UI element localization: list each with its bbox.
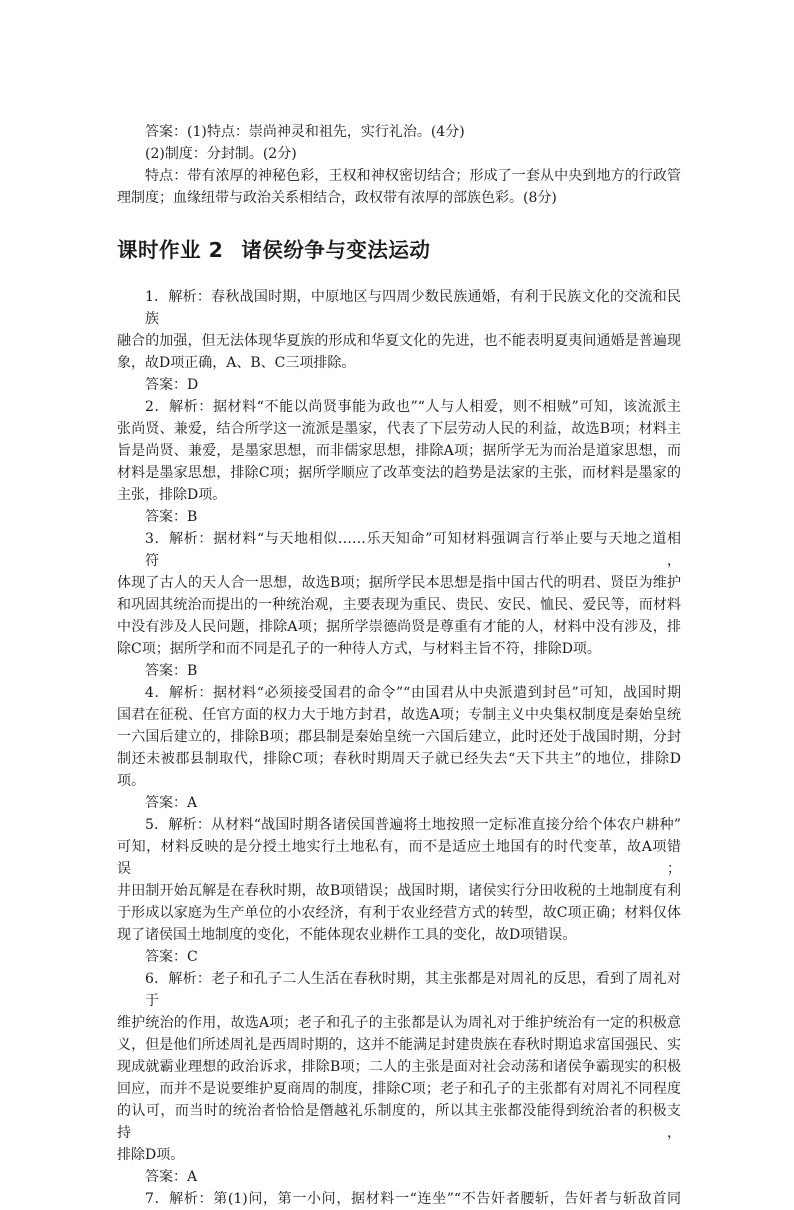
answer-item: [117, 814, 681, 968]
explanation-line: 1．解析：春秋战国时期，中原地区与四周少数民族通婚，有利于民族文化的交流和民族: [145, 289, 681, 327]
answer-line: 答案：D: [145, 377, 199, 393]
explanation-line: 中没有涉及人民问题，排除A项；据所学崇德尚贤是尊重有才能的人，材料中没有涉及，排: [117, 619, 681, 635]
explanation-line: 象，故D项正确，A、B、C三项排除。: [117, 355, 356, 371]
previous-answer-line: 答案：(1)特点：崇尚神灵和祖先，实行礼治。(4分): [145, 124, 465, 140]
explanation-line: 井田制开始瓦解是在春秋时期，故B项错误；战国时期，诸侯实行分田收税的土地制度有利: [117, 883, 681, 899]
explanation-line: 4．解析：据材料“必须接受国君的命令”“由国君从中央派遣到封邑”可知，战国时期: [145, 685, 681, 701]
explanation-line: 一六国后建立的，排除B项；郡县制是秦始皇统一六国后建立，此时还处于战国时期，分封: [117, 729, 681, 745]
explanation-line: 国君在征税、任官方面的权力大于地方封君，故选A项；专制主义中央集权制度是秦始皇统: [117, 707, 681, 723]
explanation-line: 旨是尚贤、兼爱，是墨家思想，而非儒家思想，排除A项；据所学无为而治是道家思想，而: [117, 443, 681, 459]
explanation-line: 融合的加强，但无法体现华夏族的形成和华夏文化的先进，也不能表明夏夷间通婚是普遍现: [117, 333, 681, 349]
answer-item: [117, 968, 681, 1188]
answer-item: [117, 396, 681, 528]
explanation-line: 张尚贤、兼爱，结合所学这一流派是墨家，代表了下层劳动人民的利益，故选B项；材料主: [117, 421, 681, 437]
answer-line: 答案：B: [145, 509, 198, 525]
chapter-title: 诸侯纷争与变法运动: [241, 238, 431, 262]
previous-answer-line: (2)制度：分封制。(2分): [145, 146, 297, 162]
explanation-line: 材料是墨家思想，排除C项；据所学顺应了改革变法的趋势是法家的主张，而材料是墨家的: [117, 465, 681, 481]
explanation-line: 的认可，而当时的统治者恰恰是僭越礼乐制度的，所以其主张都没能得到统治者的积极支持，: [117, 1103, 681, 1141]
answer-item: [117, 1188, 681, 1210]
answer-item: [117, 286, 681, 396]
explanation-line: 维护统治的作用，故选A项；老子和孔子的主张都是认为周礼对于维护统治有一定的积极意: [117, 1015, 681, 1031]
previous-answer-line: 理制度；血缘纽带与政治关系相结合，政权带有浓厚的部族色彩。(8分): [117, 190, 557, 206]
explanation-line: 回应，而并不是说要维护夏商周的制度，排除C项；老子和孔子的主张都有对周礼不同程度: [117, 1081, 681, 1097]
explanation-line: 7．解析：第(1)问，第一小问，据材料一“连坐”“不告奸者腰斩，告奸者与斩敌首同: [145, 1191, 681, 1207]
explanation-line: 于形成以家庭为生产单位的小农经济，有利于农业经营方式的转型，故C项正确；材料仅体: [117, 905, 681, 921]
explanation-line: 主张，排除D项。: [117, 487, 227, 503]
explanation-line: 体现了古人的天人合一思想，故选B项；据所学民本思想是指中国古代的明君、贤臣为维护: [117, 575, 681, 591]
explanation-line: 排除D项。: [117, 1147, 185, 1163]
explanation-line: 3．解析：据材料“与天地相似……乐天知命”可知材料强调言行举止要与天地之道相符，: [145, 531, 681, 569]
explanation-line: 项。: [117, 773, 145, 789]
answer-line: 答案：A: [145, 795, 198, 811]
explanation-line: 除C项；据所学和而不同是孔子的一种待人方式，与材料主旨不符，排除D项。: [117, 641, 601, 657]
explanation-line: 5．解析：从材料“战国时期各诸侯国普遍将土地按照一定标准直接分给个体农户耕种”: [145, 817, 681, 833]
answer-item: [117, 528, 681, 682]
answer-items: [117, 286, 681, 1210]
explanation-line: 现了诸侯国土地制度的变化，不能体现农业耕作工具的变化，故D项错误。: [117, 927, 577, 943]
answer-line: 答案：A: [145, 1169, 198, 1185]
explanation-line: 制还未被郡县制取代，排除C项；春秋时期周天子就已经失去“天下共主”的地位，排除D: [117, 751, 681, 767]
previous-answer-line: 特点：带有浓厚的神秘色彩，王权和神权密切结合；形成了一套从中央到地方的行政管: [145, 168, 681, 184]
explanation-line: 义，但是他们所述周礼是西周时期的，这并不能满足封建贵族在春秋时期追求富国强民、实: [117, 1037, 681, 1053]
document-page: [117, 121, 681, 1210]
explanation-line: 可知，材料反映的是分授土地实行土地私有，而不是适应土地国有的时代变革，故A项错误；: [117, 839, 681, 877]
previous-answer-block: [117, 121, 681, 209]
chapter-heading: [117, 235, 681, 265]
explanation-line: 和巩固其统治而提出的一种统治观，主要表现为重民、贵民、安民、恤民、爱民等，而材料: [117, 597, 681, 613]
answer-line: 答案：C: [145, 949, 198, 965]
explanation-line: 2．解析：据材料“不能以尚贤事能为政也”“人与人相爱，则不相贼”可知，该流派主: [145, 399, 681, 415]
answer-item: [117, 682, 681, 814]
answer-line: 答案：B: [145, 663, 198, 679]
chapter-number: 课时作业 2: [117, 238, 224, 262]
explanation-line: 现成就霸业理想的政治诉求，排除B项；二人的主张是面对社会动荡和诸侯争霸现实的积极: [117, 1059, 681, 1075]
explanation-line: 6．解析：老子和孔子二人生活在春秋时期，其主张都是对周礼的反思，看到了周礼对于: [145, 971, 681, 1009]
